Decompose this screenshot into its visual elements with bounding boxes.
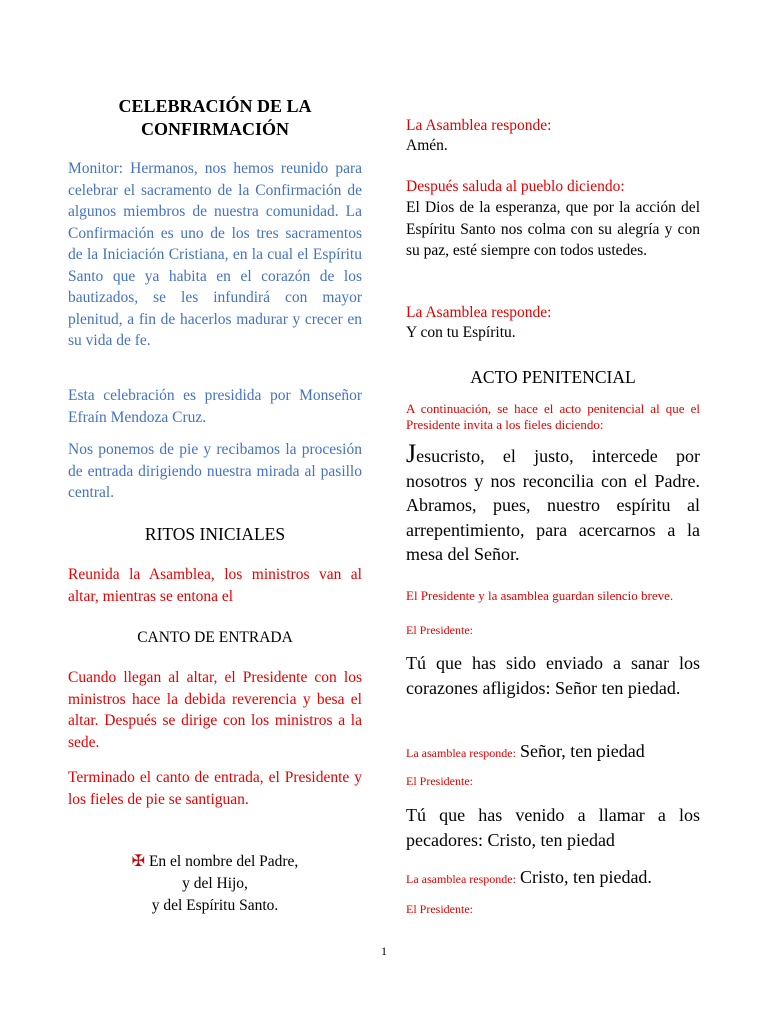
- asamblea-responde-label-4: La asamblea responde:: [406, 872, 516, 886]
- drop-cap: J: [406, 439, 417, 468]
- procession-paragraph: Nos ponemos de pie y recibamos la procesión de entrada dirigiendo nuestra mirada al pasillo central.: [68, 441, 362, 501]
- reunida-rubric: Reunida la Asamblea, los ministros van al altar, mientras se entona el: [68, 566, 362, 605]
- asamblea-responde-label-3: La asamblea responde:: [406, 746, 516, 760]
- sign-line-1-text: En el nombre del Padre,: [148, 853, 299, 870]
- ritos-iniciales-heading: RITOS INICIALES: [144, 524, 286, 544]
- page-number: 1: [381, 944, 387, 958]
- jesucristo-paragraph: [406, 439, 700, 567]
- cross-icon: ✠: [131, 853, 146, 870]
- document-title-line1: CELEBRACIÓN DE LA: [118, 96, 312, 116]
- presidente-label-2: El Presidente:: [406, 774, 473, 788]
- jesucristo-text: esucristo, el justo, intercede por nosotros y nos reconcilia con el Padre. Abramos, pues, nuestro espíritu al arrepentimiento, para acercarnos a la mesa del Señor.: [406, 446, 700, 564]
- sign-line-3: y del Espíritu Santo.: [151, 897, 279, 914]
- document-title-line2: CONFIRMACIÓN: [141, 119, 289, 139]
- saluda-rubric: Después saluda al pueblo diciendo:: [406, 178, 625, 195]
- asamblea-responde-label-1: La Asamblea responde:: [406, 117, 552, 134]
- con-tu-espiritu-response: Y con tu Espíritu.: [406, 324, 516, 341]
- canto-entrada-heading: CANTO DE ENTRADA: [137, 629, 293, 646]
- acto-penitencial-heading: ACTO PENITENCIAL: [470, 367, 636, 387]
- terminado-rubric: Terminado el canto de entrada, el Presidente y los fieles de pie se santiguan.: [68, 769, 362, 808]
- senor-ten-piedad: Señor, ten piedad: [519, 741, 645, 761]
- saludo-paragraph: El Dios de la esperanza, que por la acción del Espíritu Santo nos colma con su alegría y con su paz, esté siempre con todos ustedes.: [406, 199, 700, 259]
- response-cristo: [406, 865, 700, 890]
- presided-paragraph: Esta celebración es presidida por Monseñor Efraín Mendoza Cruz.: [68, 387, 362, 426]
- sign-line-1: [68, 851, 362, 873]
- sign-line-2: y del Hijo,: [182, 875, 248, 892]
- silencio-rubric: El Presidente y la asamblea guardan silencio breve.: [406, 588, 674, 603]
- enviado-invocation: Tú que has sido enviado a sanar los corazones afligidos: Señor ten piedad.: [406, 653, 700, 698]
- monitor-paragraph: Monitor: Hermanos, nos hemos reunido para celebrar el sacramento de la Confirmación de algunos miembros de nuestra comunidad. La Confirmación es uno de los tres sacramentos de la Iniciación Cristiana, en la cual el Espíritu Santo que ya habita en el corazón de los bautizados, se les infundirá con mayor plenitud, a fin de hacerlos madurar y crecer en su vida de fe.: [68, 160, 362, 349]
- presidente-label-3: El Presidente:: [406, 902, 473, 916]
- asamblea-responde-label-2: La Asamblea responde:: [406, 304, 552, 321]
- venido-invocation: Tú que has venido a llamar a los pecadores: Cristo, ten piedad: [406, 805, 700, 850]
- response-senor: [406, 739, 700, 764]
- amen-response: Amén.: [406, 137, 448, 154]
- llegan-rubric: Cuando llegan al altar, el Presidente con los ministros hace la debida reverencia y besa el altar. Después se dirige con los ministros a la sede.: [68, 669, 362, 751]
- continuacion-rubric: A continuación, se hace el acto penitencial al que el Presidente invita a los fieles diciendo:: [406, 401, 700, 432]
- cristo-ten-piedad: Cristo, ten piedad.: [519, 867, 652, 887]
- presidente-label-1: El Presidente:: [406, 623, 473, 637]
